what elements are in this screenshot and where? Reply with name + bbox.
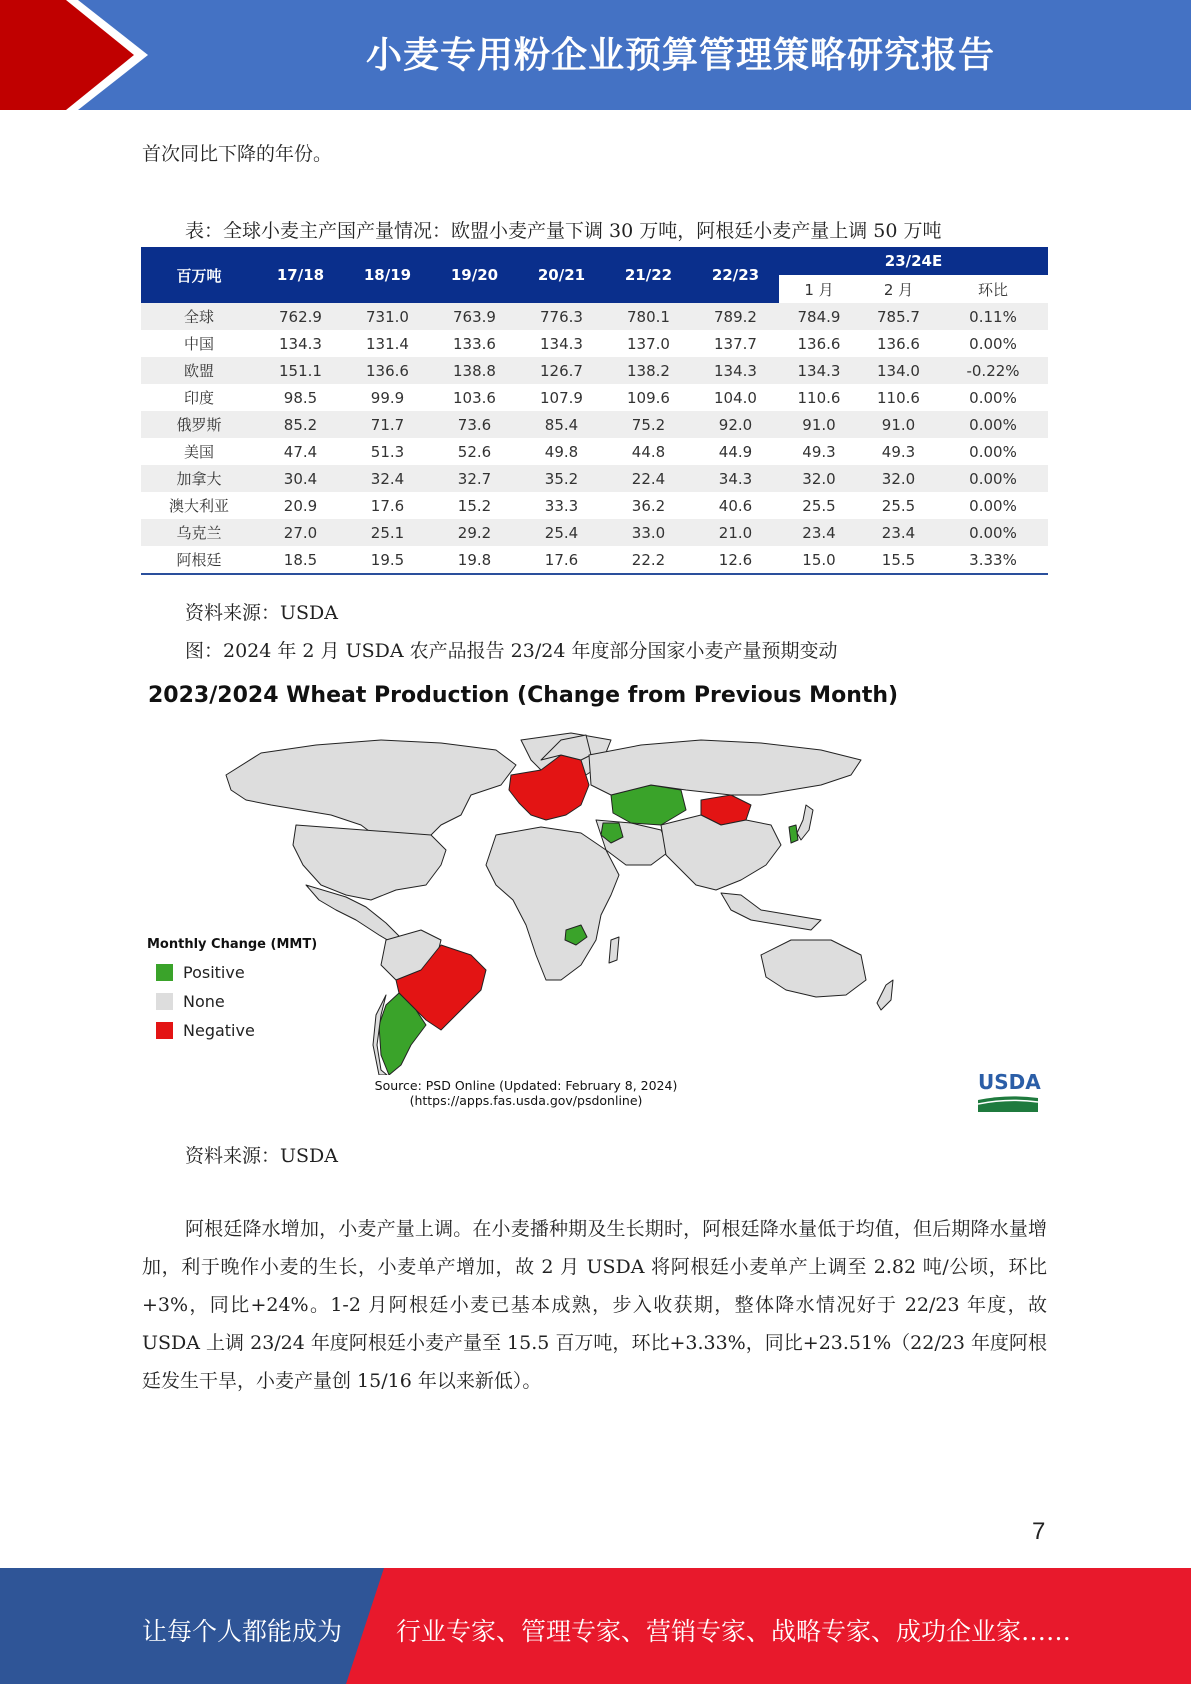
table-row bbox=[141, 330, 1048, 357]
value-cell: 136.6 bbox=[859, 330, 938, 357]
change-cell: 0.00% bbox=[938, 519, 1048, 546]
value-cell: 25.1 bbox=[344, 519, 431, 546]
country-cell: 加拿大 bbox=[141, 465, 257, 492]
value-cell: 51.3 bbox=[344, 438, 431, 465]
value-cell: 22.4 bbox=[605, 465, 692, 492]
year-header: 17/18 bbox=[257, 247, 344, 303]
world-map bbox=[141, 715, 1048, 1075]
value-cell: 44.8 bbox=[605, 438, 692, 465]
value-cell: 138.8 bbox=[431, 357, 518, 384]
value-cell: 136.6 bbox=[779, 330, 859, 357]
country-cell: 俄罗斯 bbox=[141, 411, 257, 438]
change-header: 环比 bbox=[938, 275, 1048, 303]
value-cell: 110.6 bbox=[779, 384, 859, 411]
page-number: 7 bbox=[1032, 1518, 1046, 1545]
value-cell: 137.0 bbox=[605, 330, 692, 357]
value-cell: 85.2 bbox=[257, 411, 344, 438]
legend-none bbox=[156, 992, 225, 1014]
value-cell: 784.9 bbox=[779, 303, 859, 330]
value-cell: 27.0 bbox=[257, 519, 344, 546]
value-cell: 30.4 bbox=[257, 465, 344, 492]
table-caption: 表：全球小麦主产国产量情况：欧盟小麦产量下调 30 万吨，阿根廷小麦产量上调 50 万吨 bbox=[185, 220, 942, 242]
map-region-russia bbox=[589, 740, 861, 795]
map-region-africa bbox=[486, 827, 619, 980]
change-cell: 0.00% bbox=[938, 465, 1048, 492]
value-cell: 15.0 bbox=[779, 546, 859, 574]
change-cell: 0.00% bbox=[938, 384, 1048, 411]
footer-slogan-left: 让每个人都能成为 bbox=[142, 1617, 343, 1646]
year-header: 21/22 bbox=[605, 247, 692, 303]
country-cell: 全球 bbox=[141, 303, 257, 330]
value-cell: 23.4 bbox=[779, 519, 859, 546]
country-cell: 澳大利亚 bbox=[141, 492, 257, 519]
year-header: 18/19 bbox=[344, 247, 431, 303]
value-cell: 776.3 bbox=[518, 303, 605, 330]
value-cell: 73.6 bbox=[431, 411, 518, 438]
country-cell: 乌克兰 bbox=[141, 519, 257, 546]
year-header: 19/20 bbox=[431, 247, 518, 303]
value-cell: 49.3 bbox=[779, 438, 859, 465]
value-cell: 23.4 bbox=[859, 519, 938, 546]
country-cell: 印度 bbox=[141, 384, 257, 411]
table-row bbox=[141, 384, 1048, 411]
value-cell: 15.5 bbox=[859, 546, 938, 574]
map-source-line: Source: PSD Online (Updated: February 8, 2024) bbox=[374, 1078, 678, 1093]
value-cell: 131.4 bbox=[344, 330, 431, 357]
value-cell: 25.4 bbox=[518, 519, 605, 546]
country-cell: 阿根廷 bbox=[141, 546, 257, 574]
change-cell: 0.00% bbox=[938, 330, 1048, 357]
value-cell: 136.6 bbox=[344, 357, 431, 384]
year-header: 20/21 bbox=[518, 247, 605, 303]
legend-label: Positive bbox=[183, 963, 245, 982]
legend-swatch-none bbox=[156, 993, 173, 1010]
body-paragraph: 阿根廷降水增加，小麦产量上调。在小麦播种期及生长期时，阿根廷降水量低于均值，但后期降水量增加，利于晚作小麦的生长，小麦单产增加，故 2 月 USDA 将阿根廷小麦单产上调至 2.82 吨/公顷，环比+3%，同比+24%。1-2 月阿根廷小麦已基本成熟，步入收获期，整体降水情况好于 22/23 年度，故 USDA 上调 23/24 年度阿根廷小麦产量至 15.5 百万吨，环比+3.33%，同比+23.51%（22/23 年度阿根廷发生干旱，小麦产量创 15/16 年以来新低）。 bbox=[142, 1218, 1047, 1392]
value-cell: 32.7 bbox=[431, 465, 518, 492]
value-cell: 134.3 bbox=[779, 357, 859, 384]
value-cell: 17.6 bbox=[344, 492, 431, 519]
map-region-japan bbox=[797, 805, 813, 840]
value-cell: 104.0 bbox=[692, 384, 779, 411]
legend-swatch-negative bbox=[156, 1022, 173, 1039]
value-cell: 107.9 bbox=[518, 384, 605, 411]
value-cell: 91.0 bbox=[779, 411, 859, 438]
value-cell: 91.0 bbox=[859, 411, 938, 438]
map-region-north-america bbox=[226, 740, 516, 845]
value-cell: 85.4 bbox=[518, 411, 605, 438]
usda-logo-text: USDA bbox=[978, 1070, 1041, 1094]
value-cell: 21.0 bbox=[692, 519, 779, 546]
value-cell: 137.7 bbox=[692, 330, 779, 357]
value-cell: 19.8 bbox=[431, 546, 518, 574]
value-cell: 762.9 bbox=[257, 303, 344, 330]
map-region-europe bbox=[509, 755, 589, 820]
value-cell: 71.7 bbox=[344, 411, 431, 438]
table-row bbox=[141, 546, 1048, 574]
value-cell: 19.5 bbox=[344, 546, 431, 574]
table-row bbox=[141, 492, 1048, 519]
value-cell: 32.0 bbox=[859, 465, 938, 492]
value-cell: 47.4 bbox=[257, 438, 344, 465]
value-cell: 20.9 bbox=[257, 492, 344, 519]
table-row bbox=[141, 519, 1048, 546]
page-header bbox=[0, 0, 1191, 110]
map-source-note bbox=[361, 1078, 691, 1108]
value-cell: 92.0 bbox=[692, 411, 779, 438]
value-cell: 75.2 bbox=[605, 411, 692, 438]
change-cell: -0.22% bbox=[938, 357, 1048, 384]
month-header: 2 月 bbox=[859, 275, 938, 303]
value-cell: 36.2 bbox=[605, 492, 692, 519]
year-header: 22/23 bbox=[692, 247, 779, 303]
table-row bbox=[141, 465, 1048, 492]
value-cell: 18.5 bbox=[257, 546, 344, 574]
legend-title: Monthly Change (MMT) bbox=[147, 937, 318, 952]
value-cell: 103.6 bbox=[431, 384, 518, 411]
value-cell: 98.5 bbox=[257, 384, 344, 411]
value-cell: 25.5 bbox=[779, 492, 859, 519]
value-cell: 151.1 bbox=[257, 357, 344, 384]
value-cell: 15.2 bbox=[431, 492, 518, 519]
change-cell: 0.00% bbox=[938, 411, 1048, 438]
change-cell: 3.33% bbox=[938, 546, 1048, 574]
legend-swatch-positive bbox=[156, 964, 173, 981]
value-cell: 29.2 bbox=[431, 519, 518, 546]
usda-logo-graphic bbox=[978, 1092, 1038, 1112]
map-region-asia bbox=[661, 815, 781, 890]
value-cell: 134.3 bbox=[257, 330, 344, 357]
value-cell: 133.6 bbox=[431, 330, 518, 357]
footer-slogan-right: 行业专家、管理专家、营销专家、战略专家、成功企业家…… bbox=[396, 1617, 1072, 1646]
map-region-new-zealand bbox=[877, 980, 893, 1010]
month-header: 1 月 bbox=[779, 275, 859, 303]
value-cell: 49.3 bbox=[859, 438, 938, 465]
country-cell: 中国 bbox=[141, 330, 257, 357]
table-row bbox=[141, 438, 1048, 465]
value-cell: 138.2 bbox=[605, 357, 692, 384]
map-region-madagascar bbox=[609, 937, 619, 963]
unit-header: 百万吨 bbox=[141, 247, 257, 303]
value-cell: 40.6 bbox=[692, 492, 779, 519]
change-cell: 0.00% bbox=[938, 492, 1048, 519]
value-cell: 780.1 bbox=[605, 303, 692, 330]
value-cell: 134.0 bbox=[859, 357, 938, 384]
value-cell: 49.8 bbox=[518, 438, 605, 465]
country-cell: 欧盟 bbox=[141, 357, 257, 384]
value-cell: 763.9 bbox=[431, 303, 518, 330]
report-title: 小麦专用粉企业预算管理策略研究报告 bbox=[365, 35, 995, 76]
table-source: 资料来源：USDA bbox=[185, 602, 338, 624]
map-title: 2023/2024 Wheat Production (Change from Previous Month) bbox=[148, 683, 899, 708]
wheat-production-table bbox=[141, 247, 1048, 575]
value-cell: 33.3 bbox=[518, 492, 605, 519]
value-cell: 109.6 bbox=[605, 384, 692, 411]
legend-label: None bbox=[183, 992, 225, 1011]
value-cell: 731.0 bbox=[344, 303, 431, 330]
figure-caption: 图：2024 年 2 月 USDA 农产品报告 23/24 年度部分国家小麦产量预期变动 bbox=[185, 640, 838, 662]
map-region-australia bbox=[761, 940, 866, 997]
value-cell: 99.9 bbox=[344, 384, 431, 411]
value-cell: 785.7 bbox=[859, 303, 938, 330]
value-cell: 12.6 bbox=[692, 546, 779, 574]
value-cell: 34.3 bbox=[692, 465, 779, 492]
page-footer bbox=[0, 1568, 1191, 1684]
change-cell: 0.11% bbox=[938, 303, 1048, 330]
usda-logo bbox=[978, 1070, 1041, 1112]
legend-label: Negative bbox=[183, 1021, 255, 1040]
intro-text: 首次同比下降的年份。 bbox=[142, 143, 333, 165]
map-region-southeast-asia bbox=[721, 893, 821, 930]
figure-source: 资料来源：USDA bbox=[185, 1145, 338, 1167]
value-cell: 110.6 bbox=[859, 384, 938, 411]
table-row bbox=[141, 411, 1048, 438]
map-region-korea bbox=[789, 825, 798, 843]
value-cell: 33.0 bbox=[605, 519, 692, 546]
value-cell: 126.7 bbox=[518, 357, 605, 384]
value-cell: 44.9 bbox=[692, 438, 779, 465]
country-cell: 美国 bbox=[141, 438, 257, 465]
value-cell: 22.2 bbox=[605, 546, 692, 574]
legend-positive bbox=[156, 963, 245, 985]
value-cell: 17.6 bbox=[518, 546, 605, 574]
value-cell: 134.3 bbox=[518, 330, 605, 357]
wheat-change-map bbox=[141, 675, 1048, 1115]
forecast-group-header: 23/24E bbox=[779, 247, 1048, 275]
value-cell: 52.6 bbox=[431, 438, 518, 465]
value-cell: 35.2 bbox=[518, 465, 605, 492]
value-cell: 32.4 bbox=[344, 465, 431, 492]
value-cell: 32.0 bbox=[779, 465, 859, 492]
table-row bbox=[141, 357, 1048, 384]
table-row bbox=[141, 303, 1048, 330]
map-source-url: (https://apps.fas.usda.gov/psdonline) bbox=[409, 1093, 643, 1108]
change-cell: 0.00% bbox=[938, 438, 1048, 465]
value-cell: 25.5 bbox=[859, 492, 938, 519]
value-cell: 789.2 bbox=[692, 303, 779, 330]
legend-negative bbox=[156, 1021, 255, 1043]
value-cell: 134.3 bbox=[692, 357, 779, 384]
